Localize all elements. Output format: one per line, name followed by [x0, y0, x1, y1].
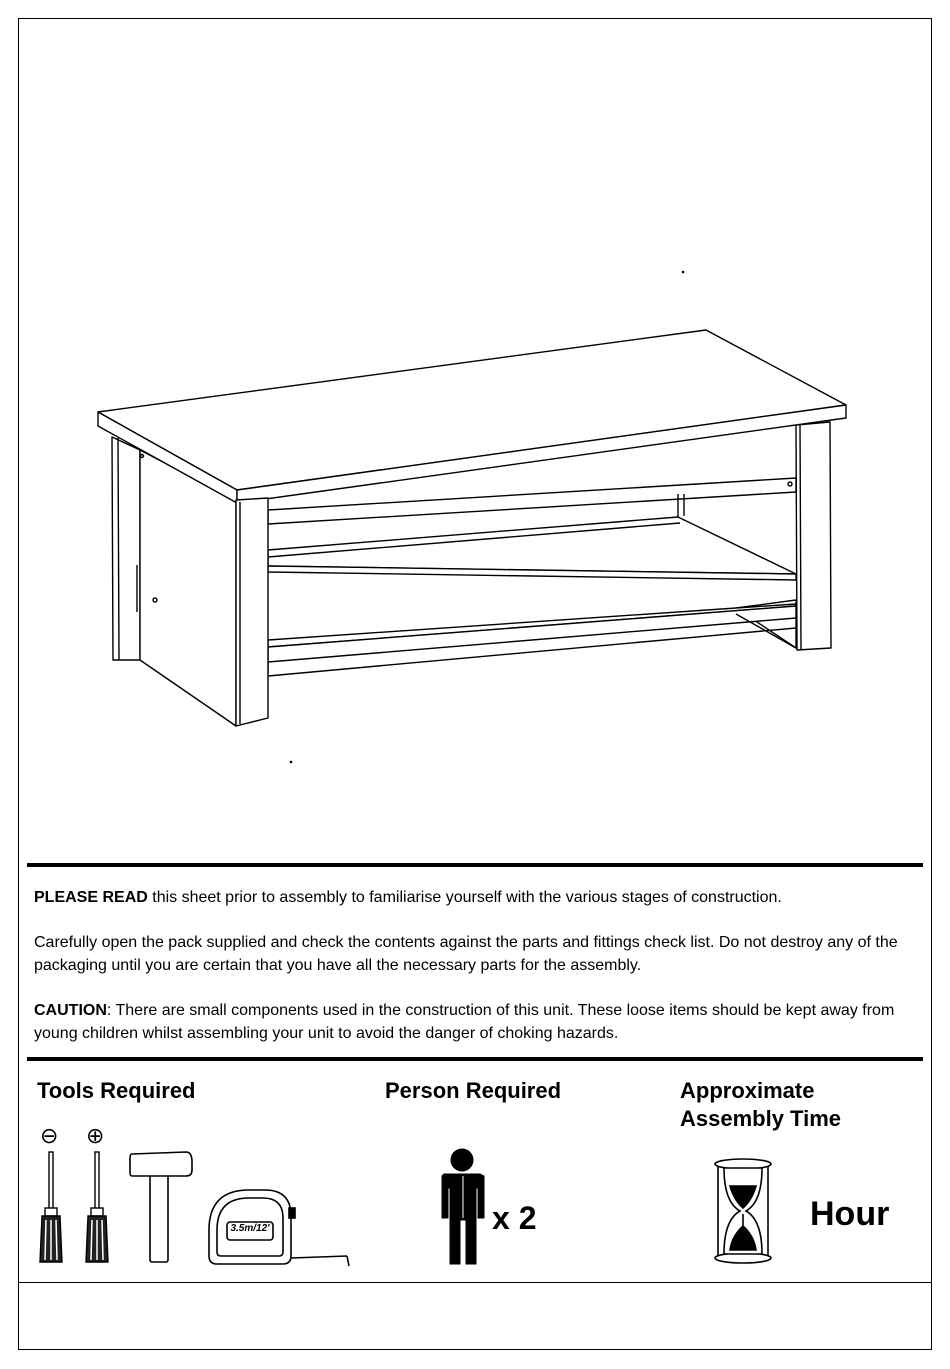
caution-label: CAUTION: [34, 1002, 107, 1019]
assembly-time-value: Hour: [810, 1195, 890, 1233]
caution-text: : There are small components used in the construction of this unit. These loose items should be kept away from young children whilst assembling your unit to avoid the danger of choking hazards.: [34, 1002, 895, 1042]
phillips-symbol: ⊕: [86, 1123, 105, 1148]
hammer-icon: [128, 1148, 194, 1266]
open-pack-paragraph: Carefully open the pack supplied and check the contents against the parts and fittings check list. Do not destroy any of the packaging until you are certain that you have all the necessary parts for the assembly.: [34, 934, 898, 974]
tape-measure-label: 3.5m/12': [230, 1223, 270, 1234]
time-heading: [680, 1077, 841, 1133]
please-read-paragraph: [34, 886, 914, 909]
person-count: x 2: [492, 1200, 537, 1236]
flathead-symbol: ⊖: [40, 1123, 59, 1148]
time-heading-line1: Approximate: [680, 1078, 815, 1103]
please-read-text: this sheet prior to assembly to familiarise yourself with the various stages of construction.: [147, 889, 782, 906]
please-read-label: PLEASE READ: [34, 889, 148, 906]
footer-divider: [18, 1282, 932, 1283]
bottom-divider: [27, 1057, 923, 1061]
flathead-screwdriver-icon: [36, 1150, 66, 1268]
caution-paragraph: [34, 999, 914, 1045]
time-heading-line2: Assembly Time: [680, 1106, 842, 1131]
person-icon: [438, 1146, 490, 1266]
phillips-screwdriver-icon: [82, 1150, 112, 1268]
top-divider: [27, 863, 923, 867]
tools-heading: Tools Required: [37, 1078, 196, 1103]
person-heading: Person Required: [385, 1078, 562, 1103]
hourglass-icon: [710, 1156, 776, 1266]
